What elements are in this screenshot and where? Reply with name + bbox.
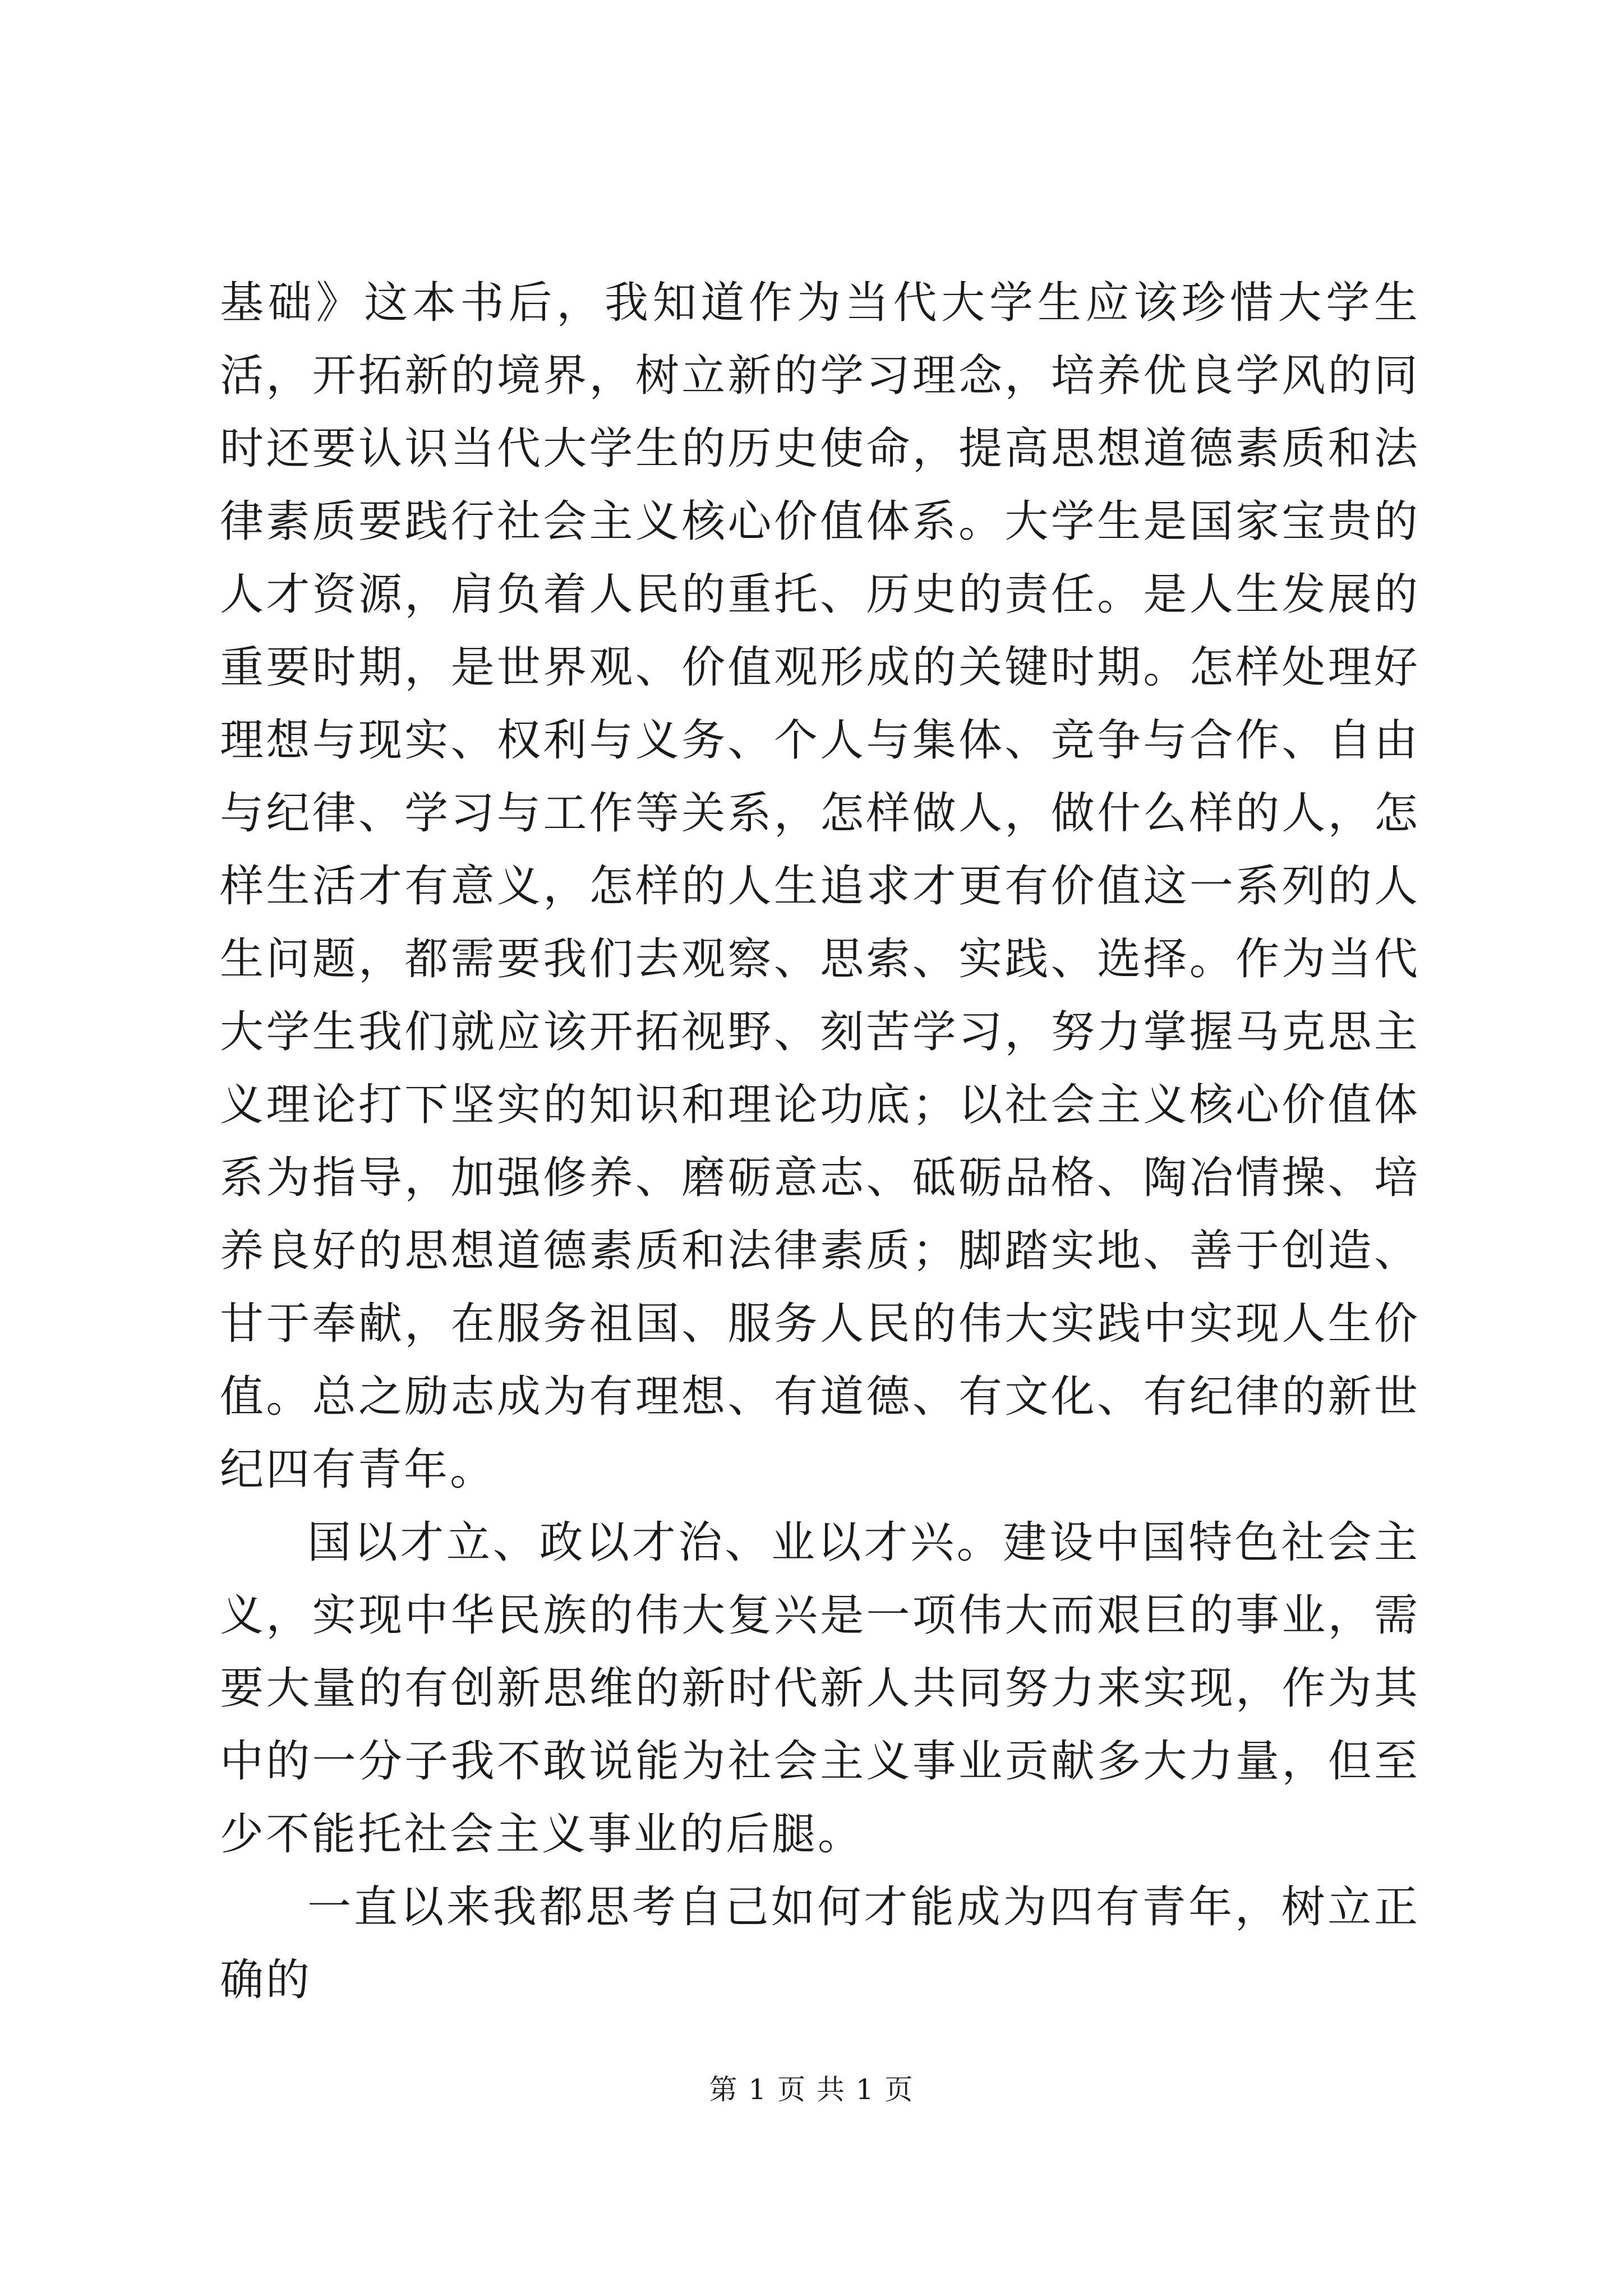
paragraph-3: 一直以来我都思考自己如何才能成为四有青年，树立正确的 (220, 1882, 1420, 2005)
paragraph-1: 基础》这本书后，我知道作为当代大学生应该珍惜大学生活，开拓新的境界，树立新的学习理念，培养优良学风的同时还要认识当代大学生的历史使命，提高思想道德素质和法律素质要践行社会主义核心价值体系。大学生是国家宝贵的人才资源，肩负着人民的重托、历史的责任。是人生发展的重要时期，是世界观、价值观形成的关键时期。怎样处理好理想与现实、权利与义务、个人与集体、竞争与合作、自由与纪律、学习与工作等关系，怎样做人，做什么样的人，怎样生活才有意义，怎样的人生追求才更有价值这一系列的人生问题，都需要我们去观察、思索、实践、选择。作为当代大学生我们就应该开拓视野、刻苦学习，努力掌握马克思主义理论打下坚实的知识和理论功底；以社会主义核心价值体系为指导，加强修养、磨砺意志、砥砺品格、陶冶情操、培养良好的思想道德素质和法律素质；脚踏实地、善于创造、甘于奉献，在服务祖国、服务人民的伟大实践中实现人生价值。总之励志成为有理想、有道德、有文化、有纪律的新世纪四有青年。 (220, 278, 1420, 1495)
document-body (220, 266, 1420, 2017)
page-footer: 第 1 页 共 1 页 (709, 2073, 914, 2106)
paragraph-2: 国以才立、政以才治、业以才兴。建设中国特色社会主义，实现中华民族的伟大复兴是一项伟大而艰巨的事业，需要大量的有创新思维的新时代新人共同努力来实现，作为其中的一分子我不敢说能为社会主义事业贡献多大力量，但至少不能托社会主义事业的后腿。 (220, 1517, 1420, 1860)
